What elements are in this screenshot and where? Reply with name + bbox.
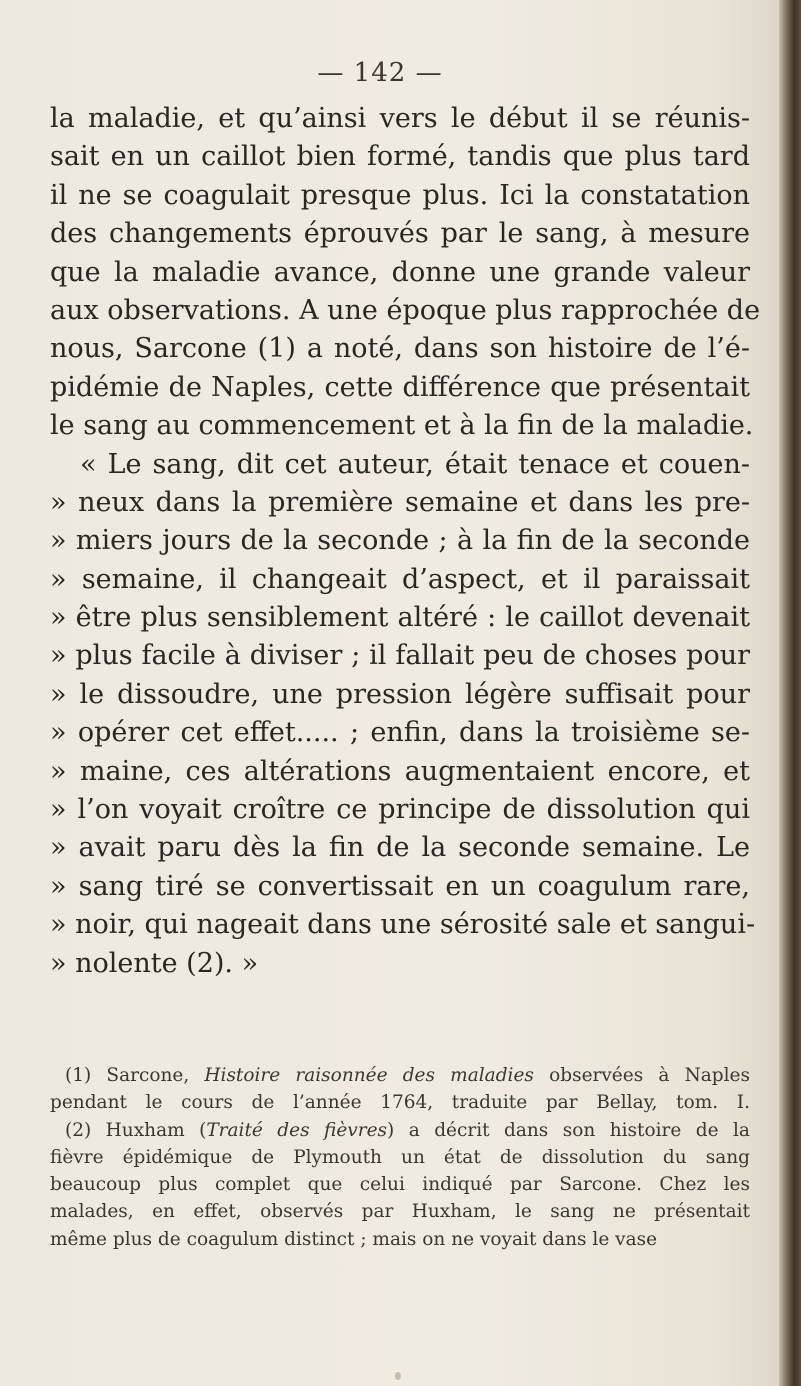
footnote-title: Traité des fièvres — [206, 1119, 388, 1141]
quote-line: » noir, qui nageait dans une sérosité sale et sangui- — [50, 909, 756, 941]
quote-line: » maine, ces altérations augmentaient encore, et — [50, 755, 750, 787]
body-line: le sang au commencement et à la fin de la maladie. — [50, 410, 754, 442]
body-line: des changements éprouvés par le sang, à mesure — [50, 218, 750, 250]
footnotes — [50, 1062, 750, 1253]
ink-smudge — [395, 1372, 401, 1380]
body-line: sait en un caillot bien formé, tandis que plus tard — [50, 141, 750, 173]
footnote-line: fièvre épidémique de Plymouth un état de dissolution du sang — [50, 1146, 750, 1168]
quote-line: » l’on voyait croître ce principe de dissolution qui — [50, 794, 750, 826]
body-line: la maladie, et qu’ainsi vers le début il se réunis- — [50, 103, 750, 134]
quote-line: » être plus sensiblement altéré : le caillot devenait — [50, 602, 750, 634]
page-number: — 142 — — [317, 58, 443, 88]
footnote-marker: (2) — [65, 1119, 92, 1141]
footnote-line: beaucoup plus complet que celui indiqué par Sarcone. Chez les — [50, 1174, 750, 1196]
body-line: nous, Sarcone (1) a noté, dans son histoire de l’é- — [50, 333, 750, 365]
footnote-2: (2) Huxham (Traité des fièvres) a décrit dans son histoire de la — [65, 1119, 750, 1141]
quote-line: » plus facile à diviser ; il fallait peu de choses pour — [50, 640, 750, 672]
body-line: que la maladie avance, donne une grande valeur — [50, 256, 750, 288]
footnote-1 — [50, 1062, 750, 1089]
footnote-line: pendant le cours de l’année 1764, traduite par Bellay, tom. I. — [50, 1092, 750, 1114]
footnote-text: observées à Naples — [549, 1065, 751, 1086]
footnote-marker: (1) — [65, 1065, 92, 1086]
quote-line: » semaine, il changeait d’aspect, et il paraissait — [50, 563, 750, 595]
body-line: pidémie de Naples, cette différence que présentait — [50, 371, 750, 403]
quote-line: » le dissoudre, une pression légère suffisait pour — [50, 678, 750, 710]
footnote-title: Histoire raisonnée des maladies — [204, 1065, 534, 1086]
footnote-author: Sarcone, — [106, 1065, 190, 1086]
quote-line: » neux dans la première semaine et dans les pre- — [50, 486, 750, 518]
quote-line: « Le sang, dit cet auteur, était tenace et couen- — [80, 448, 750, 480]
body-line: aux observations. A une époque plus rapprochée de — [50, 294, 761, 326]
footnote-author: Huxham — [105, 1119, 185, 1141]
quote-line: » opérer cet effet..... ; enfin, dans la troisième se- — [50, 717, 750, 749]
body-text — [50, 100, 761, 983]
quote-line: » sang tiré se convertissait en un coagulum rare, — [50, 870, 750, 902]
quote-line: » nolente (2). » — [50, 947, 259, 979]
quote-line: » avait paru dès la fin de la seconde semaine. Le — [50, 832, 750, 864]
footnote-line: même plus de coagulum distinct ; mais on ne voyait dans le vase — [50, 1228, 658, 1250]
quote-line: » miers jours de la seconde ; à la fin de la seconde — [50, 525, 750, 557]
book-binding-edge — [779, 0, 801, 1386]
footnote-line: malades, en effet, observés par Huxham, le sang ne présentait — [50, 1201, 750, 1223]
body-line: il ne se coagulait presque plus. Ici la constatation — [50, 179, 750, 211]
footnote-text: a décrit dans son histoire de la — [408, 1119, 750, 1141]
